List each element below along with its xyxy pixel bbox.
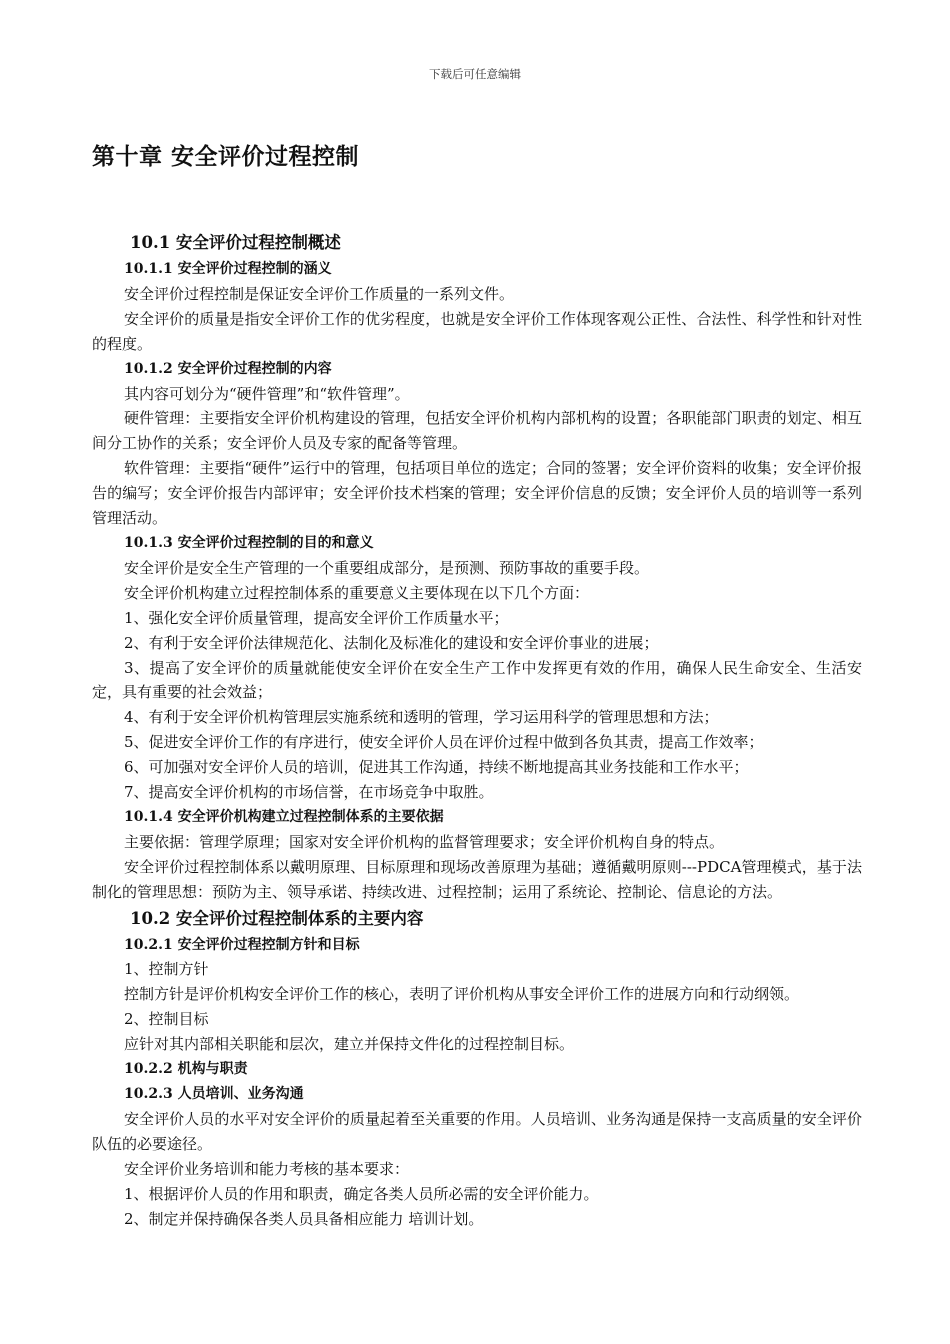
list-item: 3、提高了安全评价的质量就能使安全评价在安全生产工作中发挥更有效的作用，确保人民生命安全、生活安定，具有重要的社会效益；: [92, 658, 862, 702]
paragraph: 软件管理：主要指“硬件”运行中的管理，包括项目单位的选定；合同的签署；安全评价资料的收集；安全评价报告的编写；安全评价报告内部评审；安全评价技术档案的管理；安全评价信息的反馈；安全评价人员的培训等一系列管理活动。: [92, 459, 862, 528]
list-item: 5、促进安全评价工作的有序进行，使安全评价人员在评价过程中做到各负其责，提高工作效率；: [124, 733, 764, 752]
list-item: 2、有利于安全评价法律规范化、法制化及标准化的建设和安全评价事业的进展；: [124, 633, 659, 652]
list-item: 2、控制目标: [124, 1010, 209, 1029]
list-item: 4、有利于安全评价机构管理层实施系统和透明的管理，学习运用科学的管理思想和方法；: [124, 708, 719, 727]
paragraph: 安全评价过程控制体系以戴明原理、目标原理和现场改善原理为基础；遵循戴明原则---PDCA管理模式，基于法制化的管理思想：预防为主、领导承诺、持续改进、过程控制；运用了系统论、控制论、信息论的方法。: [92, 857, 862, 901]
paragraph: 主要依据：管理学原理；国家对安全评价机构的监督管理要求；安全评价机构自身的特点。: [124, 832, 725, 851]
paragraph: 硬件管理：主要指安全评价机构建设的管理，包括安全评价机构内部机构的设置；各职能部门职责的划定、相互间分工协作的关系；安全评价人员及专家的配备等管理。: [92, 409, 862, 453]
list-item: 6、可加强对安全评价人员的培训，促进其工作沟通，持续不断地提高其业务技能和工作水平；: [124, 758, 749, 777]
paragraph: 安全评价的质量是指安全评价工作的优劣程度，也就是安全评价工作体现客观公正性、合法性、科学性和针对性的程度。: [92, 309, 862, 353]
document-body: [92, 229, 862, 1231]
paragraph: 应针对其内部相关职能和层次，建立并保持文件化的过程控制目标。: [124, 1035, 575, 1054]
section-heading-10-2: 10.2 安全评价过程控制体系的主要内容: [130, 908, 424, 928]
paragraph: 安全评价过程控制是保证安全评价工作质量的一系列文件。: [124, 284, 515, 303]
paragraph: 其内容可划分为“硬件管理”和“软件管理”。: [124, 384, 410, 403]
paragraph: 安全评价机构建立过程控制体系的重要意义主要体现在以下几个方面：: [124, 583, 590, 602]
subsection-heading-10-1-1: 10.1.1 安全评价过程控制的涵义: [124, 261, 332, 277]
list-item: 2、制定并保持确保各类人员具备相应能力 培训计划。: [124, 1209, 484, 1228]
section-heading-10-1: 10.1 安全评价过程控制概述: [130, 233, 341, 252]
paragraph: 控制方针是评价机构安全评价工作的核心，表明了评价机构从事安全评价工作的进展方向和行动纲领。: [124, 985, 800, 1004]
list-item: 1、强化安全评价质量管理，提高安全评价工作质量水平；: [124, 608, 509, 627]
paragraph: 安全评价业务培训和能力考核的基本要求：: [124, 1159, 410, 1178]
subsection-heading-10-1-2: 10.1.2 安全评价过程控制的内容: [124, 360, 332, 377]
list-item: 7、提高安全评价机构的市场信誉，在市场竞争中取胜。: [124, 783, 494, 802]
subsection-heading-10-2-1: 10.2.1 安全评价过程控制方针和目标: [124, 936, 360, 953]
paragraph: 安全评价是安全生产管理的一个重要组成部分，是预测、预防事故的重要手段。: [124, 558, 650, 577]
list-item: 1、根据评价人员的作用和职责，确定各类人员所必需的安全评价能力。: [124, 1184, 599, 1203]
chapter-title: 第十章 安全评价过程控制: [92, 144, 360, 170]
subsection-heading-10-2-2: 10.2.2 机构与职责: [124, 1061, 248, 1078]
paragraph: 安全评价人员的水平对安全评价的质量起着至关重要的作用。人员培训、业务沟通是保持一支高质量的安全评价队伍的必要途径。: [92, 1109, 862, 1153]
subsection-heading-10-1-3: 10.1.3 安全评价过程控制的目的和意义: [124, 534, 374, 551]
header-note: 下载后可任意编辑: [429, 67, 521, 81]
list-item: 1、控制方针: [124, 960, 209, 979]
subsection-heading-10-1-4: 10.1.4 安全评价机构建立过程控制体系的主要依据: [124, 808, 444, 825]
subsection-heading-10-2-3: 10.2.3 人员培训、业务沟通: [124, 1086, 304, 1102]
